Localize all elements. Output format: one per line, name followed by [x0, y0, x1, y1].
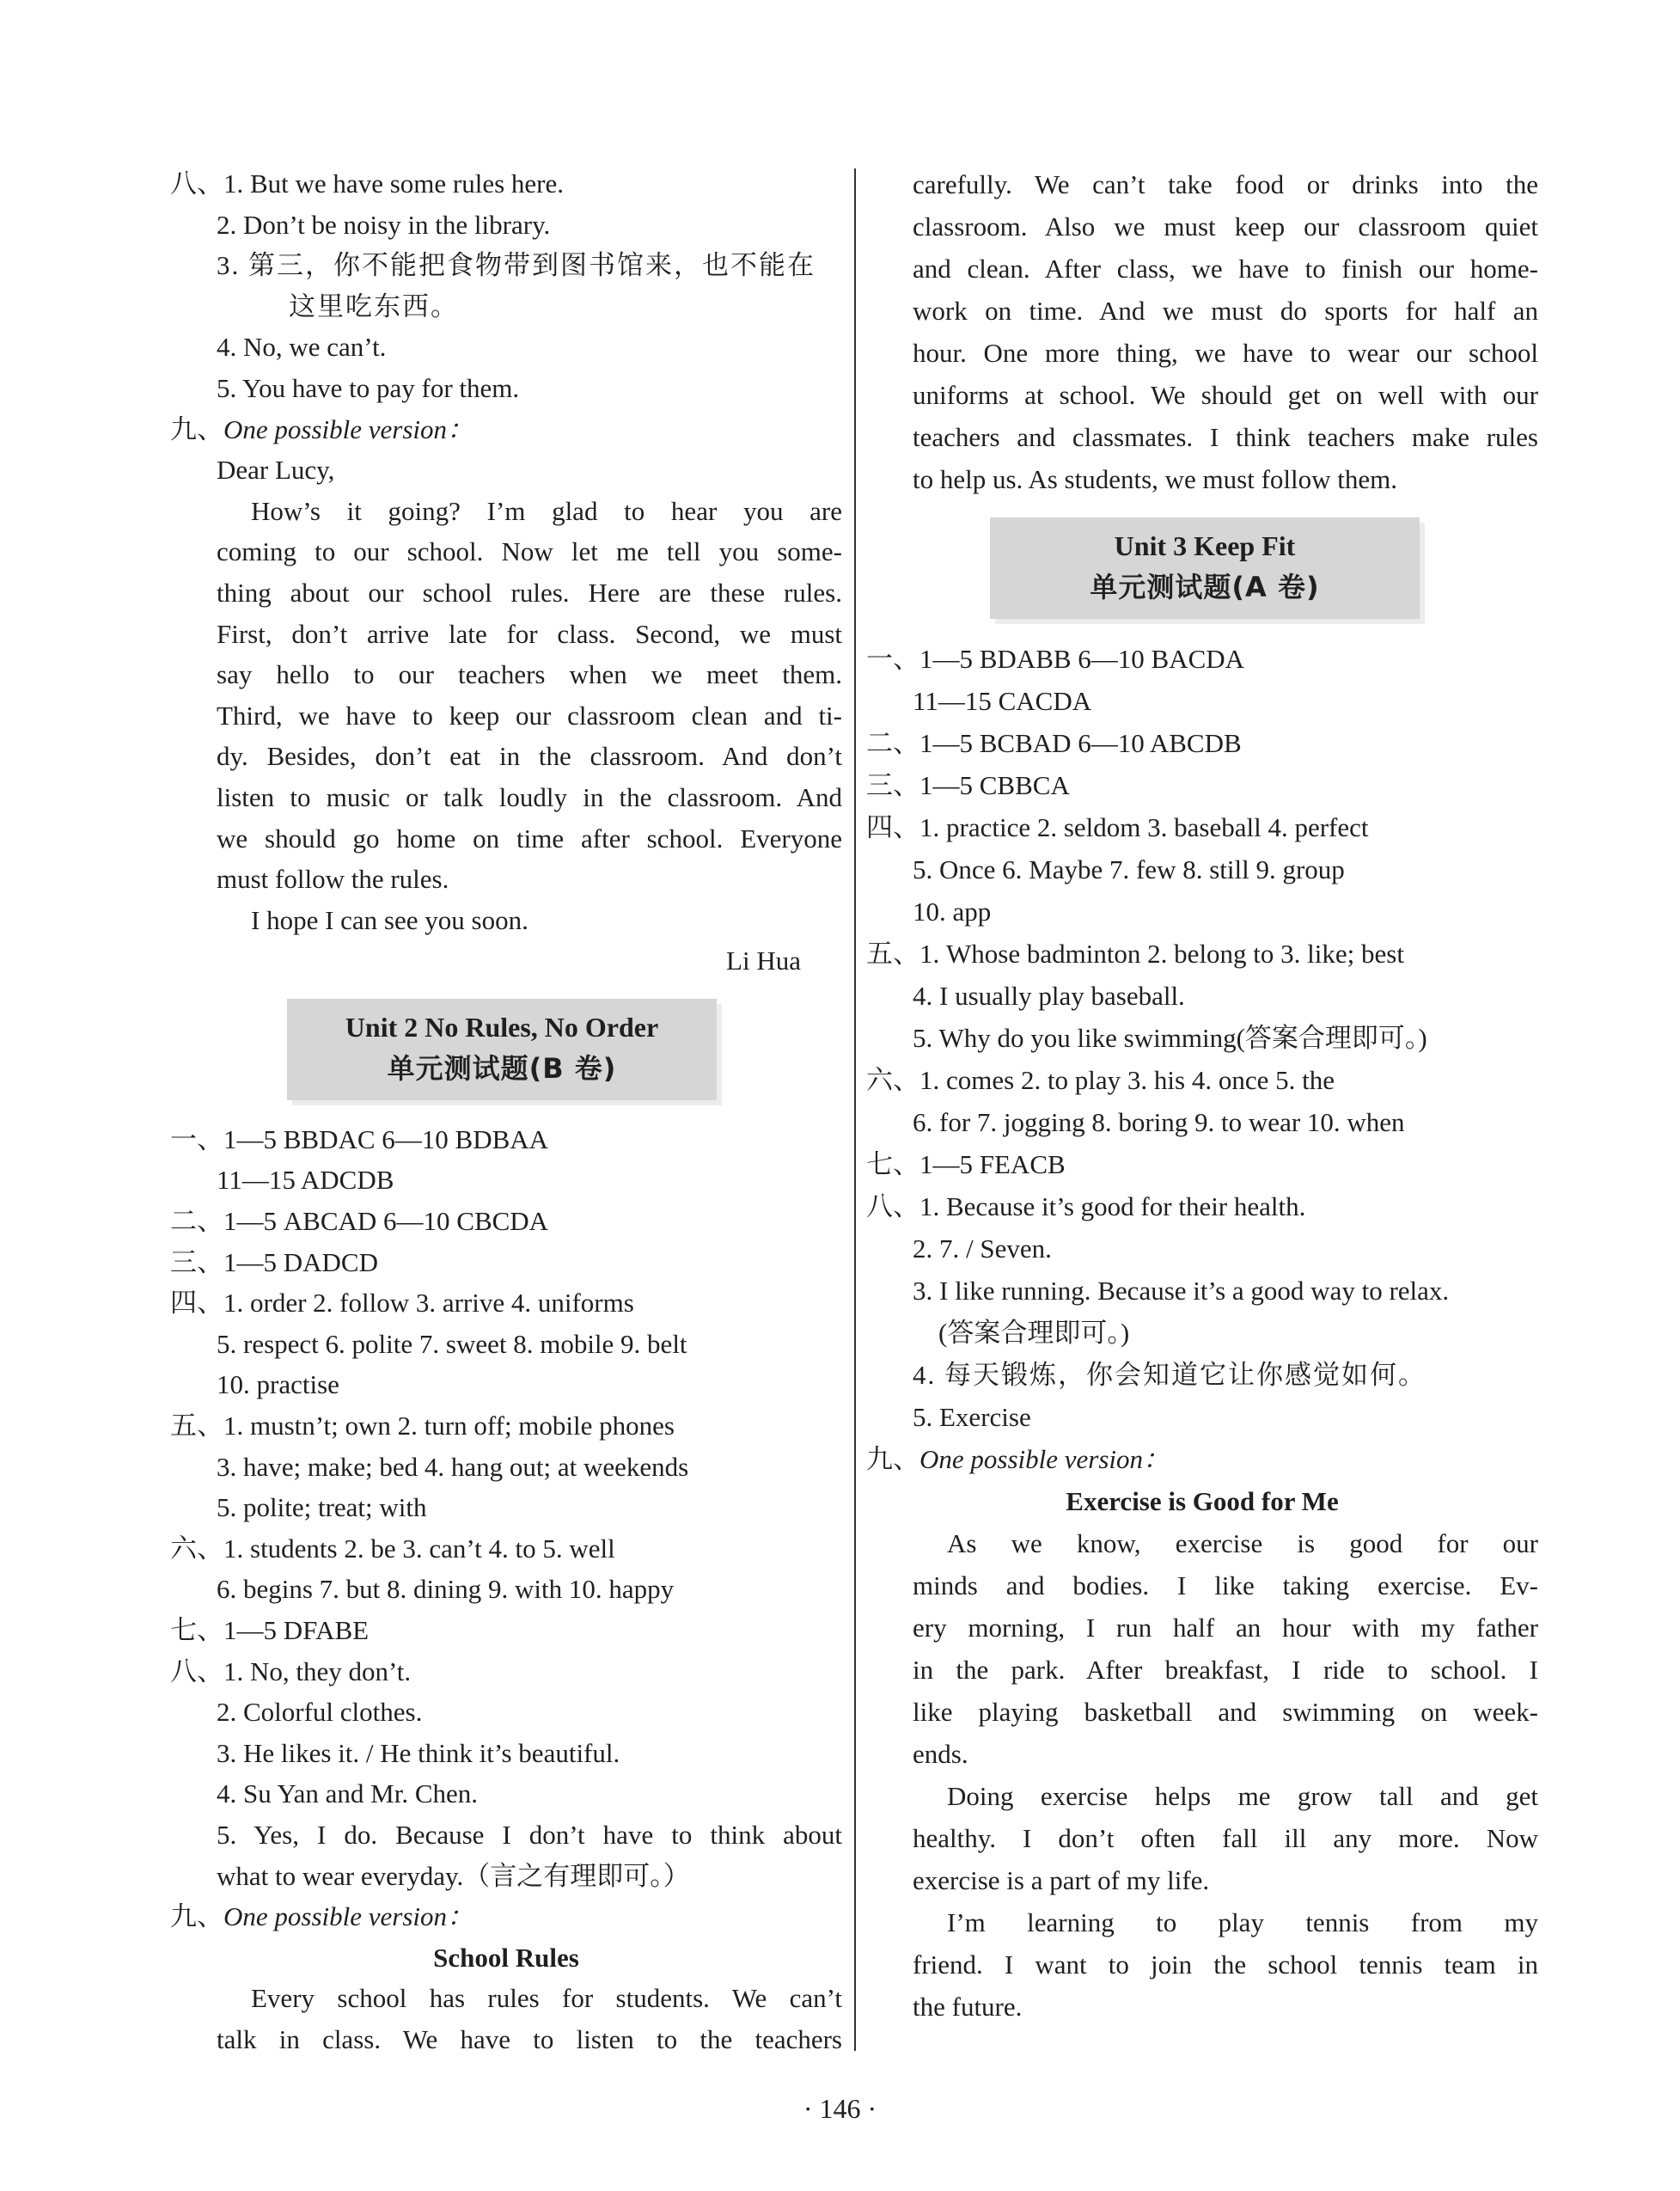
text-line: carefully. We can’t take food or drinks into the [913, 169, 1538, 199]
text-line: 一、1—5 BBDAC 6—10 BDBAA [170, 1123, 549, 1154]
left-answers-block [170, 163, 842, 982]
text-line: 九、One possible version： [866, 1444, 1170, 1474]
text-line: Doing exercise helps me grow tall and get [947, 1781, 1538, 1811]
text-line: 5. Yes, I do. Because I don’t have to think about [217, 1819, 842, 1850]
essay-title-exercise: Exercise is Good for Me [1066, 1486, 1339, 1516]
text-line: classroom. Also we must keep our classroom quiet [913, 211, 1538, 242]
text-line: work on time. And we must do sports for half an [913, 296, 1538, 326]
text-line: 二、1—5 ABCAD 6—10 CBCDA [170, 1206, 549, 1237]
text-line: 这里吃东西。 [289, 291, 459, 321]
text-line: I’m learning to play tennis from my [947, 1907, 1538, 1937]
text-line: 4. I usually play baseball. [913, 981, 1185, 1011]
unit2-heading-box [287, 999, 717, 1100]
text-line: Dear Lucy, [217, 455, 335, 486]
text-line: 5. Exercise [913, 1402, 1031, 1432]
text-line: 10. practise [217, 1369, 339, 1400]
text-line: How’s it going? I’m glad to hear you are [251, 495, 842, 526]
essay-school-rules-body [170, 1978, 842, 2059]
text-line: 四、1. order 2. follow 3. arrive 4. uniforms [170, 1288, 634, 1319]
text-line: (答案合理即可。) [938, 1318, 1130, 1348]
text-line: 二、1—5 BCBAD 6—10 ABCDB [866, 728, 1242, 758]
text-line: First, don’t arrive late for class. Second, we must [217, 618, 842, 649]
unit3-title: Unit 3 Keep Fit [1114, 530, 1296, 561]
text-line: must follow the rules. [217, 864, 449, 895]
text-line: 六、1. comes 2. to play 3. his 4. once 5. the [866, 1065, 1335, 1095]
unit3-subtitle: 单元测试题(A 卷) [1090, 571, 1320, 603]
text-line: 三、1—5 CBBCA [866, 770, 1070, 800]
right-column [866, 163, 1538, 2028]
text-line: 11—15 ADCDB [217, 1165, 394, 1196]
text-line: 2. Colorful clothes. [217, 1697, 423, 1728]
text-line: and clean. After class, we have to finish our home- [913, 254, 1538, 284]
text-line: thing about our school rules. Here are these rules. [217, 577, 842, 608]
essay-exercise-body [866, 1522, 1538, 2028]
essay-continuation-block [866, 163, 1538, 500]
text-line: 2. 7. / Seven. [913, 1233, 1052, 1264]
text-line: 六、1. students 2. be 3. can’t 4. to 5. well [170, 1533, 615, 1564]
text-line: we should go home on time after school. Everyone [217, 823, 842, 854]
text-line: 八、1. But we have some rules here. [170, 168, 564, 199]
text-line: talk in class. We have to listen to the teachers [217, 2023, 842, 2054]
text-line: 五、1. Whose badminton 2. belong to 3. like; best [866, 939, 1404, 969]
text-line: uniforms at school. We should get on well with our [913, 380, 1538, 410]
text-line: ends. [913, 1739, 968, 1769]
text-line: teachers and classmates. I think teachers make rules [913, 422, 1538, 452]
text-line: exercise is a part of my life. [913, 1865, 1210, 1895]
text-line: 4. 每天锻炼，你会知道它让你感觉如何。 [913, 1360, 1426, 1390]
text-line: 10. app [913, 897, 992, 927]
text-line: 一、1—5 BDABB 6—10 BACDA [866, 644, 1245, 674]
text-line: 11—15 CACDA [913, 686, 1092, 716]
text-line: 八、1. No, they don’t. [170, 1655, 412, 1686]
text-line: As we know, exercise is good for our [947, 1528, 1538, 1558]
text-line: 3. He likes it. / He think it’s beautiful. [217, 1737, 620, 1768]
text-line: what to wear everyday.（言之有理即可。） [217, 1860, 690, 1891]
text-line: 5. Once 6. Maybe 7. few 8. still 9. group [913, 854, 1345, 884]
text-line: 2. Don’t be noisy in the library. [217, 209, 551, 240]
text-line: I hope I can see you soon. [251, 904, 528, 935]
text-line: ery morning, I run half an hour with my father [913, 1613, 1538, 1643]
text-line: to help us. As students, we must follow them. [913, 464, 1398, 494]
text-line: Every school has rules for students. We can’t [251, 1983, 842, 2014]
text-line: 3. have; make; bed 4. hang out; at weekends [217, 1451, 689, 1482]
text-line: the future. [913, 1992, 1023, 2022]
text-line: 4. No, we can’t. [217, 332, 387, 363]
text-line: 九、One possible version： [170, 1901, 474, 1932]
text-line: in the park. After breakfast, I ride to school. I [913, 1655, 1538, 1685]
text-line: friend. I want to join the school tennis team in [913, 1949, 1538, 1980]
text-line: dy. Besides, don’t eat in the classroom. And don’t [217, 741, 842, 772]
unit2-subtitle: 单元测试题(B 卷) [387, 1051, 617, 1085]
unit3-answers-block [866, 638, 1538, 1480]
text-line: healthy. I don’t often fall ill any more. Now [913, 1823, 1538, 1853]
text-line: 七、1—5 FEACB [866, 1149, 1066, 1179]
text-line: 3. I like running. Because it’s a good way to relax. [913, 1276, 1450, 1306]
text-line: 5. respect 6. polite 7. sweet 8. mobile 9. belt [217, 1328, 687, 1359]
text-line: listen to music or talk loudly in the classroom. And [217, 781, 842, 812]
text-line: 5. polite; treat; with [217, 1492, 427, 1523]
text-line: 3. 第三，你不能把食物带到图书馆来，也不能在 [217, 250, 816, 281]
column-divider [854, 168, 856, 2051]
text-line: 6. begins 7. but 8. dining 9. with 10. happy [217, 1574, 675, 1605]
text-line: 九、One possible version： [170, 413, 474, 444]
unit3-heading-box [990, 517, 1420, 619]
text-line: 6. for 7. jogging 8. boring 9. to wear 10. when [913, 1107, 1405, 1137]
text-line: Li Hua [726, 946, 801, 976]
unit2-answers-block [170, 1119, 842, 1937]
text-line: 三、1—5 DADCD [170, 1246, 378, 1277]
text-line: like playing basketball and swimming on week- [913, 1697, 1538, 1727]
text-line: 五、1. mustn’t; own 2. turn off; mobile phones [170, 1411, 675, 1441]
left-column [170, 163, 842, 2060]
page-number: · 146 · [803, 2093, 877, 2124]
text-line: 四、1. practice 2. seldom 3. baseball 4. perfect [866, 812, 1369, 842]
text-line: Third, we have to keep our classroom clean and ti- [217, 700, 842, 731]
text-line: minds and bodies. I like taking exercise. Ev- [913, 1570, 1538, 1600]
essay-title-school-rules: School Rules [433, 1942, 579, 1973]
text-line: say hello to our teachers when we meet them. [217, 659, 842, 690]
text-line: 七、1—5 DFABE [170, 1615, 370, 1645]
text-line: 4. Su Yan and Mr. Chen. [217, 1778, 479, 1809]
text-line: 八、1. Because it’s good for their health. [866, 1191, 1306, 1221]
text-line: hour. One more thing, we have to wear our school [913, 338, 1538, 368]
text-line: coming to our school. Now let me tell you some- [217, 536, 842, 567]
unit2-title: Unit 2 No Rules, No Order [345, 1011, 659, 1043]
text-line: 5. You have to pay for them. [217, 372, 520, 403]
text-line: 5. Why do you like swimming(答案合理即可。) [913, 1023, 1427, 1053]
